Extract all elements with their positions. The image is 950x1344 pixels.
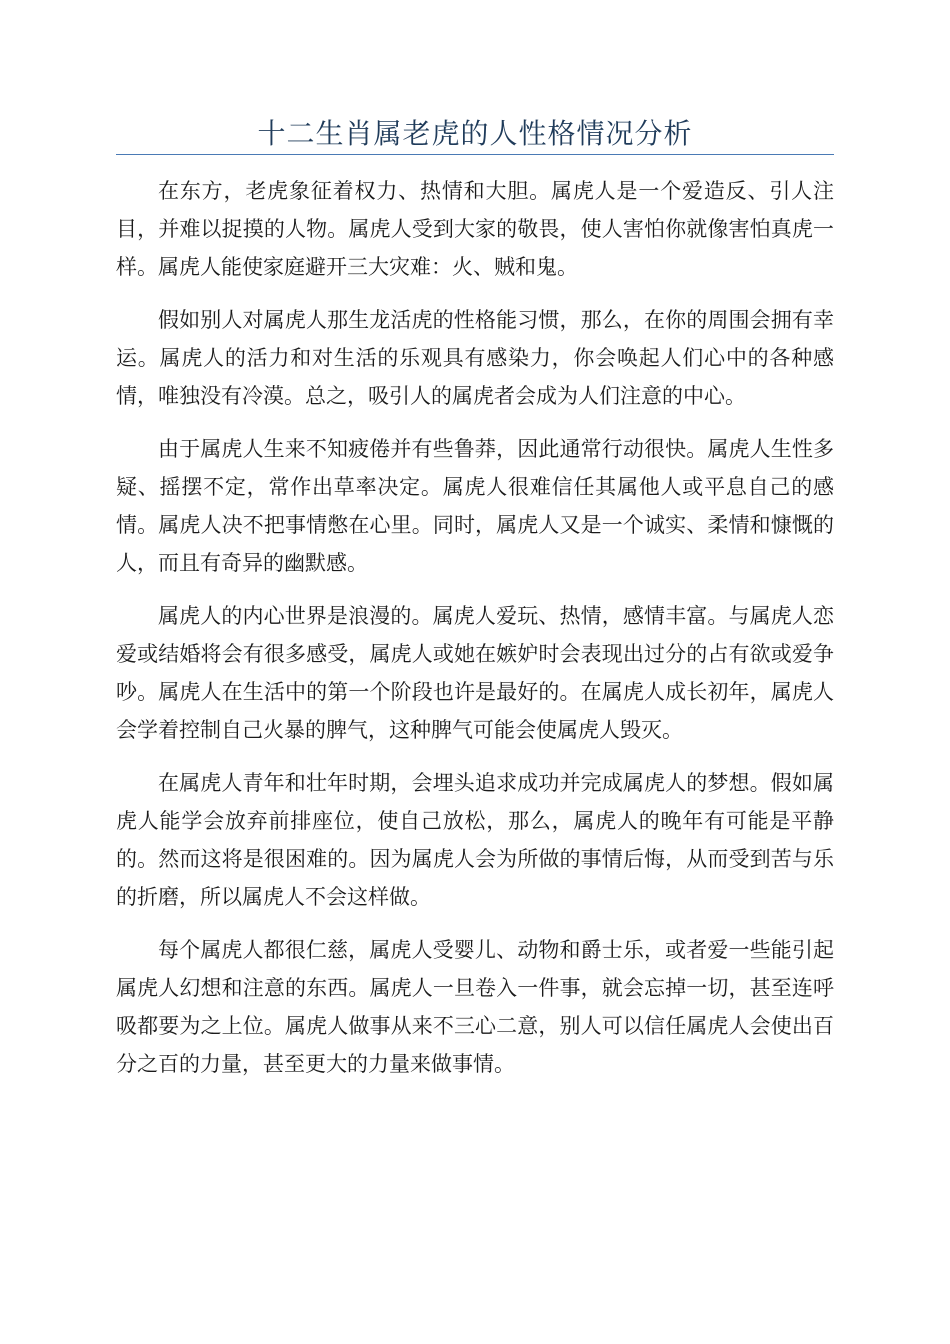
paragraph: 在东方，老虎象征着权力、热情和大胆。属虎人是一个爱造反、引人注目，并难以捉摸的人物。属虎人受到大家的敬畏，使人害怕你就像害怕真虎一样。属虎人能使家庭避开三大灾难：火、贼和鬼。 xyxy=(116,179,834,279)
paragraph: 每个属虎人都很仁慈，属虎人受婴儿、动物和爵士乐，或者爱一些能引起属虎人幻想和注意的东西。属虎人一旦卷入一件事，就会忘掉一切，甚至连呼吸都要为之上位。属虎人做事从来不三心二意，别人可以信任属虎人会使出百分之百的力量，甚至更大的力量来做事情。 xyxy=(116,938,834,1076)
paragraph: 属虎人的内心世界是浪漫的。属虎人爱玩、热情，感情丰富。与属虎人恋爱或结婚将会有很多感受，属虎人或她在嫉妒时会表现出过分的占有欲或爱争吵。属虎人在生活中的第一个阶段也许是最好的。在属虎人成长初年，属虎人会学着控制自己火暴的脾气，这种脾气可能会使属虎人毁灭。 xyxy=(116,604,834,742)
title-underline xyxy=(116,154,834,155)
paragraph: 由于属虎人生来不知疲倦并有些鲁莽，因此通常行动很快。属虎人生性多疑、摇摆不定，常作出草率决定。属虎人很难信任其属他人或平息自己的感情。属虎人决不把事情憋在心里。同时，属虎人又是一个诚实、柔情和慷慨的人，而且有奇异的幽默感。 xyxy=(116,437,834,575)
paragraph: 假如别人对属虎人那生龙活虎的性格能习惯，那么，在你的周围会拥有幸运。属虎人的活力和对生活的乐观具有感染力，你会唤起人们心中的各种感情，唯独没有冷漠。总之，吸引人的属虎者会成为人们注意的中心。 xyxy=(116,308,834,408)
document-title: 十二生肖属老虎的人性格情况分析 xyxy=(257,117,693,150)
paragraph: 在属虎人青年和壮年时期，会埋头追求成功并完成属虎人的梦想。假如属虎人能学会放弃前排座位，使自己放松，那么，属虎人的晚年有可能是平静的。然而这将是很困难的。因为属虎人会为所做的事情后悔，从而受到苦与乐的折磨，所以属虎人不会这样做。 xyxy=(116,771,834,909)
document-body xyxy=(116,172,834,1098)
